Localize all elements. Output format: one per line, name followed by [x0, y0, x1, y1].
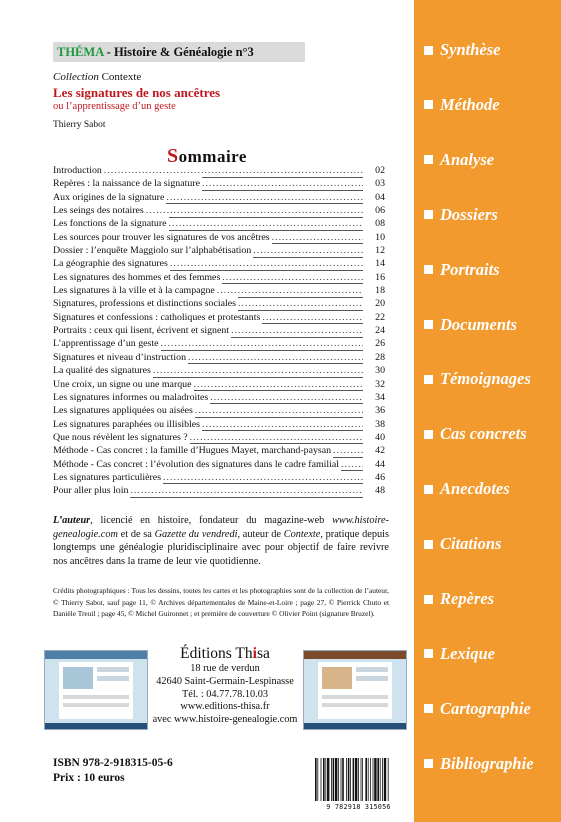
toc-leader [195, 404, 363, 418]
bullet-square-icon [424, 540, 433, 549]
toc-row [53, 204, 385, 218]
toc-page: 08 [363, 217, 385, 231]
sidebar-feature [424, 644, 495, 664]
toc-label: Les sources pour trouver les signatures de vos ancêtres [53, 231, 270, 243]
toc-leader [333, 444, 363, 458]
sidebar-feature-label: Témoignages [440, 369, 531, 389]
toc-leader [238, 297, 363, 311]
bullet-square-icon [424, 649, 433, 658]
toc-label: Les signatures particulières [53, 471, 162, 483]
toc-leader [210, 391, 363, 405]
toc-leader [194, 378, 364, 392]
toc-page: 03 [363, 177, 385, 191]
thema-label: THÉMA [57, 45, 104, 59]
toc-leader [146, 204, 363, 218]
website-screenshot-right [303, 650, 407, 730]
toc-row [53, 351, 385, 365]
toc-row [53, 244, 385, 258]
toc-row [53, 378, 385, 392]
barcode [311, 756, 406, 813]
book-title: Les signatures de nos ancêtres [53, 85, 221, 100]
toc-page: 46 [363, 471, 385, 485]
toc-row [53, 271, 385, 285]
toc-label: Les signatures des hommes et des femmes [53, 271, 221, 283]
website-screenshot-left [44, 650, 148, 730]
toc-leader [341, 458, 363, 472]
toc-page: 24 [363, 324, 385, 338]
toc-label: Aux origines de la signature [53, 191, 165, 203]
toc-leader [169, 217, 363, 231]
toc-leader [217, 284, 363, 298]
toc-leader [104, 164, 363, 178]
toc-label: Méthode - Cas concret : la famille d’Hugues Mayet, marchand-paysan [53, 445, 332, 457]
sidebar-feature-label: Documents [440, 314, 518, 334]
sidebar-feature [424, 40, 501, 60]
toc-label: Dossier : l’enquête Maggiolo sur l’alphabétisation [53, 245, 252, 257]
toc-page: 04 [363, 191, 385, 205]
barcode-bar [388, 758, 389, 801]
toc-leader [163, 471, 363, 485]
toc-label: Signatures et niveau d’instruction [53, 351, 187, 363]
bio-text-3: , auteur de [237, 528, 284, 540]
toc-leader [166, 191, 363, 205]
publisher-tel: Tél. : 04.77.78.10.03 [181, 688, 269, 700]
bullet-square-icon [424, 485, 433, 494]
barcode-bar [331, 758, 332, 801]
bullet-square-icon [424, 704, 433, 713]
barcode-bar [321, 758, 322, 801]
sidebar-feature-label: Lexique [440, 643, 495, 663]
toc-row [53, 458, 385, 472]
sidebar-feature-label: Portraits [440, 259, 500, 279]
barcode-bar [341, 758, 342, 801]
toc-page: 26 [363, 337, 385, 351]
toc-label: Les signatures à la ville et à la campagne [53, 285, 215, 297]
toc-row [53, 164, 385, 178]
barcode-bar [362, 758, 363, 801]
toc-label: Les fonctions de la signature [53, 218, 167, 230]
toc-label: Signatures et confessions : catholiques et protestants [53, 311, 261, 323]
bullet-square-icon [424, 320, 433, 329]
barcode-bar [370, 758, 371, 801]
collection-name: Contexte [101, 71, 142, 83]
collection-line [53, 71, 141, 83]
collection-prefix: Collection [53, 71, 99, 83]
barcode-bar [315, 758, 317, 801]
barcode-bar [327, 758, 329, 801]
sidebar-feature-label: Synthèse [440, 40, 501, 59]
series-banner [53, 42, 305, 62]
publisher-name [150, 645, 300, 663]
toc-row [53, 191, 385, 205]
toc-row [53, 471, 385, 485]
sidebar-feature [424, 95, 500, 115]
toc-leader [272, 231, 363, 245]
barcode-bar [317, 758, 318, 801]
toc-page: 14 [363, 257, 385, 271]
barcode-bar [338, 758, 339, 801]
sidebar-feature [424, 534, 501, 554]
toc-leader [170, 257, 363, 271]
toc-row [53, 217, 385, 231]
toc-label: L’apprentissage d’un geste [53, 338, 159, 350]
barcode-bar [355, 758, 357, 801]
toc-label: Repères : la naissance de la signature [53, 178, 200, 190]
bullet-square-icon [424, 265, 433, 274]
toc-leader [161, 337, 364, 351]
toc-row [53, 231, 385, 245]
bullet-square-icon [424, 210, 433, 219]
toc-row [53, 297, 385, 311]
barcode-bar [380, 758, 381, 801]
sommaire-initial: S [167, 145, 179, 167]
toc-row [53, 484, 385, 498]
sidebar-feature-label: Cartographie [440, 698, 531, 718]
bio-text-4: , pratique depuis longtemps une généalogie pluridisciplinaire avec pour objectif de faire revivre nos ancêtres dans la trame de leur vie quotidienne. [53, 528, 390, 567]
barcode-number: 9 782918 315056 [326, 803, 391, 811]
toc-page: 06 [363, 204, 385, 218]
barcode-bar [350, 758, 351, 801]
publisher-web-2: avec www.histoire-genealogie.com [152, 714, 298, 726]
book-subtitle: ou l’apprentissage d’un geste [53, 101, 176, 112]
toc-page: 42 [363, 444, 385, 458]
toc-page: 28 [363, 351, 385, 365]
toc-page: 40 [363, 431, 385, 445]
toc-row [53, 337, 385, 351]
bullet-square-icon [424, 155, 433, 164]
bio-site: www.histoire-genealogie.com [53, 515, 389, 540]
publisher-name-a: Éditions Th [180, 645, 253, 662]
bio-lead: L’auteur [53, 515, 91, 526]
toc-label: Les signatures appliquées ou aisées [53, 405, 193, 417]
toc-page: 12 [363, 244, 385, 258]
toc-page: 38 [363, 418, 385, 432]
sidebar-feature [424, 754, 534, 774]
sidebar-feature-label: Bibliographie [440, 753, 534, 773]
toc-label: Les seings des notaires [53, 205, 144, 217]
toc-label: Portraits : ceux qui lisent, écrivent et signent [53, 325, 230, 337]
toc-page: 10 [363, 231, 385, 245]
bio-contexte: Contexte [283, 528, 321, 540]
publisher-web: www.editions-thisa.fr [180, 701, 270, 713]
sidebar-feature-label: Citations [440, 534, 502, 554]
publisher-name-c: sa [256, 645, 270, 662]
table-of-contents [53, 164, 385, 498]
sidebar-feature-label: Repères [440, 589, 495, 608]
toc-row [53, 404, 385, 418]
barcode-bar [374, 758, 376, 801]
sidebar-feature-label: Cas concrets [440, 424, 527, 444]
barcode-bar [333, 758, 335, 801]
barcode-bar [377, 758, 379, 801]
isbn-price [53, 756, 173, 786]
toc-page: 44 [363, 458, 385, 472]
toc-row [53, 257, 385, 271]
bio-text-2: et de sa [117, 528, 155, 540]
toc-page: 30 [363, 364, 385, 378]
toc-row [53, 391, 385, 405]
bullet-square-icon [424, 375, 433, 384]
toc-row [53, 324, 385, 338]
toc-page: 18 [363, 284, 385, 298]
toc-row [53, 444, 385, 458]
barcode-bar [323, 758, 325, 801]
toc-leader [262, 311, 363, 325]
toc-label: Que nous révèlent les signatures ? [53, 431, 188, 443]
author-name: Thierry Sabot [53, 120, 106, 130]
bullet-square-icon [424, 759, 433, 768]
sommaire-rest: ommaire [178, 147, 247, 166]
publisher-city: 42640 Saint-Germain-Lespinasse [156, 675, 294, 687]
sidebar-feature [424, 315, 517, 335]
bullet-square-icon [424, 46, 433, 55]
author-bio [53, 514, 389, 568]
toc-label: Introduction [53, 165, 102, 176]
sidebar-feature-label: Dossiers [440, 204, 498, 224]
barcode-bar [382, 758, 383, 801]
toc-label: La géographie des signatures [53, 258, 168, 270]
barcode-bar [348, 758, 350, 801]
toc-leader [202, 177, 363, 191]
barcode-bar [365, 758, 367, 801]
bio-gazette: Gazette du vendredi [154, 528, 238, 540]
toc-leader [231, 324, 363, 338]
toc-page: 48 [363, 484, 385, 498]
toc-leader [253, 244, 363, 258]
toc-leader [153, 364, 363, 378]
sidebar-feature [424, 150, 494, 170]
toc-leader [202, 418, 363, 432]
toc-page: 22 [363, 311, 385, 325]
toc-row [53, 364, 385, 378]
barcode-bar [346, 758, 347, 801]
toc-label: Une croix, un signe ou une marque [53, 378, 192, 390]
sidebar-feature [424, 424, 527, 444]
toc-page: 20 [363, 297, 385, 311]
toc-label: Les signatures informes ou maladroites [53, 391, 209, 403]
toc-leader [190, 431, 363, 445]
toc-page: 16 [363, 271, 385, 285]
sidebar-feature [424, 589, 494, 609]
toc-page: 02 [363, 164, 385, 178]
toc-label: Méthode - Cas concret : l’évolution des signatures dans le cadre familial [53, 458, 340, 470]
bullet-square-icon [424, 100, 433, 109]
toc-leader [188, 351, 363, 365]
barcode-bars [311, 756, 406, 803]
publisher-street: 18 rue de verdun [190, 663, 260, 674]
series-label: - Histoire & Généalogie n°3 [103, 45, 254, 59]
bullet-square-icon [424, 430, 433, 439]
toc-label: La qualité des signatures [53, 365, 151, 377]
barcode-bar [373, 758, 374, 801]
features-sidebar [414, 0, 561, 822]
bio-text-1: , licencié en histoire, fondateur du magazine-web [90, 515, 333, 526]
toc-label: Pour aller plus loin [53, 485, 129, 497]
sidebar-feature [424, 699, 531, 719]
publisher-name-b: i [252, 645, 257, 662]
sidebar-feature-label: Méthode [440, 94, 500, 114]
photo-credits: Crédits photographiques : Tous les dessins, toutes les cartes et les photographies sont de la collection de l’auteur, © Thierry Sabot, sauf page 11, © Archives départementales de Maine-et-Loire ; page 27, © Pierrick Chuto et Danièle Treuil ; page 45, © Michel Guironnet ; et première de couverture © Olivier Point (signature Bruzel). [53, 586, 389, 618]
sidebar-feature [424, 205, 498, 225]
barcode-bar [384, 758, 386, 801]
toc-row [53, 311, 385, 325]
barcode-bar [361, 758, 362, 801]
toc-page: 34 [363, 391, 385, 405]
toc-row [53, 431, 385, 445]
publisher-block [150, 645, 300, 727]
sidebar-feature-label: Analyse [440, 149, 495, 169]
barcode-bar [335, 758, 337, 801]
toc-label: Les signatures paraphées ou illisibles [53, 418, 200, 430]
barcode-bar [358, 758, 359, 801]
barcode-bar [325, 758, 326, 801]
sidebar-feature [424, 479, 510, 499]
isbn: ISBN 978-2-918315-05-6 [53, 757, 173, 769]
sidebar-feature [424, 260, 500, 280]
toc-row [53, 177, 385, 191]
sidebar-feature-label: Anecdotes [440, 479, 510, 499]
toc-label: Signatures, professions et distinctions sociales [53, 298, 236, 310]
barcode-bar [353, 758, 355, 801]
toc-page: 36 [363, 404, 385, 418]
toc-leader [222, 271, 363, 285]
barcode-bar [342, 758, 344, 801]
sidebar-feature [424, 369, 531, 389]
toc-leader [130, 484, 363, 498]
bullet-square-icon [424, 595, 433, 604]
price: Prix : 10 euros [53, 772, 125, 784]
barcode-bar [368, 758, 369, 801]
toc-row [53, 418, 385, 432]
toc-page: 32 [363, 378, 385, 392]
toc-row [53, 284, 385, 298]
